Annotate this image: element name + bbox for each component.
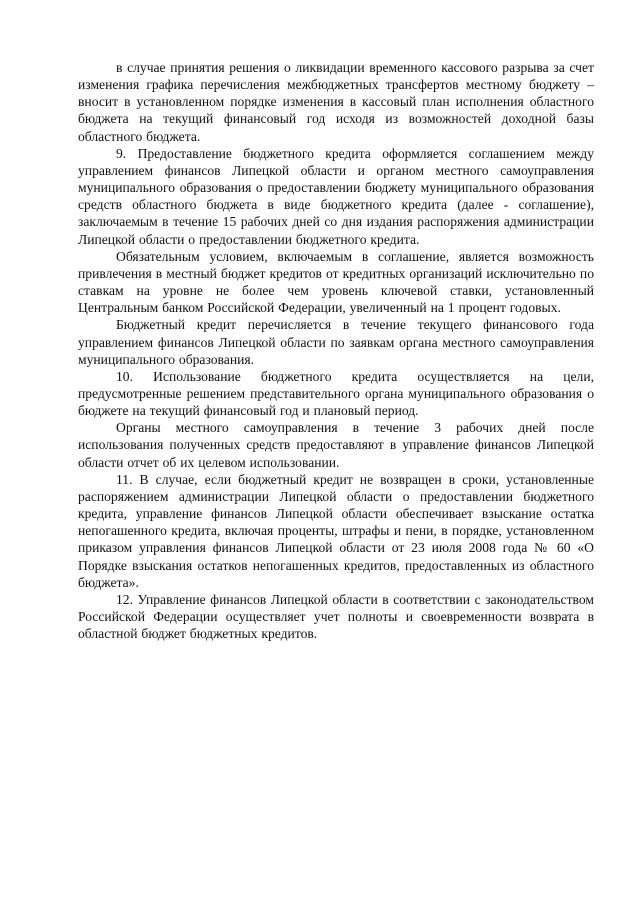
paragraph-usage-report: Органы местного самоуправления в течение 3 рабочих дней после использования полученных средств предоставляют в управление финансов Липецкой области отчет об их целевом использовании. <box>78 420 594 470</box>
document-page <box>78 59 594 642</box>
paragraph-mandatory-condition: Обязательным условием, включаемым в соглашение, является возможность привлечения в местный бюджет кредитов от кредитных организаций исключительно по ставкам на уровне не более чем уровень ключевой ставки, установленный Центральным банком Российской Федерации, увеличенный на 1 процент годовых. <box>78 248 594 316</box>
paragraph-item-10: 10. Использование бюджетного кредита осуществляется на цели, предусмотренные решением представительного органа муниципального образования о бюджете на текущий финансовый год и плановый период. <box>78 368 594 419</box>
paragraph-item-11: 11. В случае, если бюджетный кредит не возвращен в сроки, установленные распоряжением администрации Липецкой области о предоставлении бюджетного кредита, управление финансов Липецкой области обеспечивает взыскание остатка непогашенного кредита, включая проценты, штрафы и пени, в порядке, установленном приказом управления финансов Липецкой области от 23 июля 2008 года № 60 «О Порядке взыскания остатков непогашенных кредитов, предоставленных из областного бюджета». <box>78 471 594 590</box>
paragraph-credit-transfer: Бюджетный кредит перечисляется в течение текущего финансового года управлением финансов Липецкой области по заявкам органа местного самоуправления муниципального образования. <box>78 317 594 367</box>
paragraph-cash-gap: в случае принятия решения о ликвидации временного кассового разрыва за счет изменения графика перечисления межбюджетных трансфертов местному бюджету – вносит в установленном порядке изменения в кассовый план исполнения областного бюджета на текущий финансовый год исходя из возможностей доходной базы областного бюджета. <box>78 60 594 144</box>
paragraph-item-9: 9. Предоставление бюджетного кредита оформляется соглашением между управлением финансов Липецкой области и органом местного самоуправления муниципального образования о предоставлении бюджету муниципального образования средств областного бюджета в виде бюджетного кредита (далее - соглашение), заключаемым в течение 15 рабочих дней со дня издания распоряжения администрации Липецкой области о предоставлении бюджетного кредита. <box>78 145 594 247</box>
paragraph-item-12: 12. Управление финансов Липецкой области в соответствии с законодательством Российской Федерации осуществляет учет полноты и своевременности возврата в областной бюджет бюджетных кредитов. <box>78 591 594 642</box>
